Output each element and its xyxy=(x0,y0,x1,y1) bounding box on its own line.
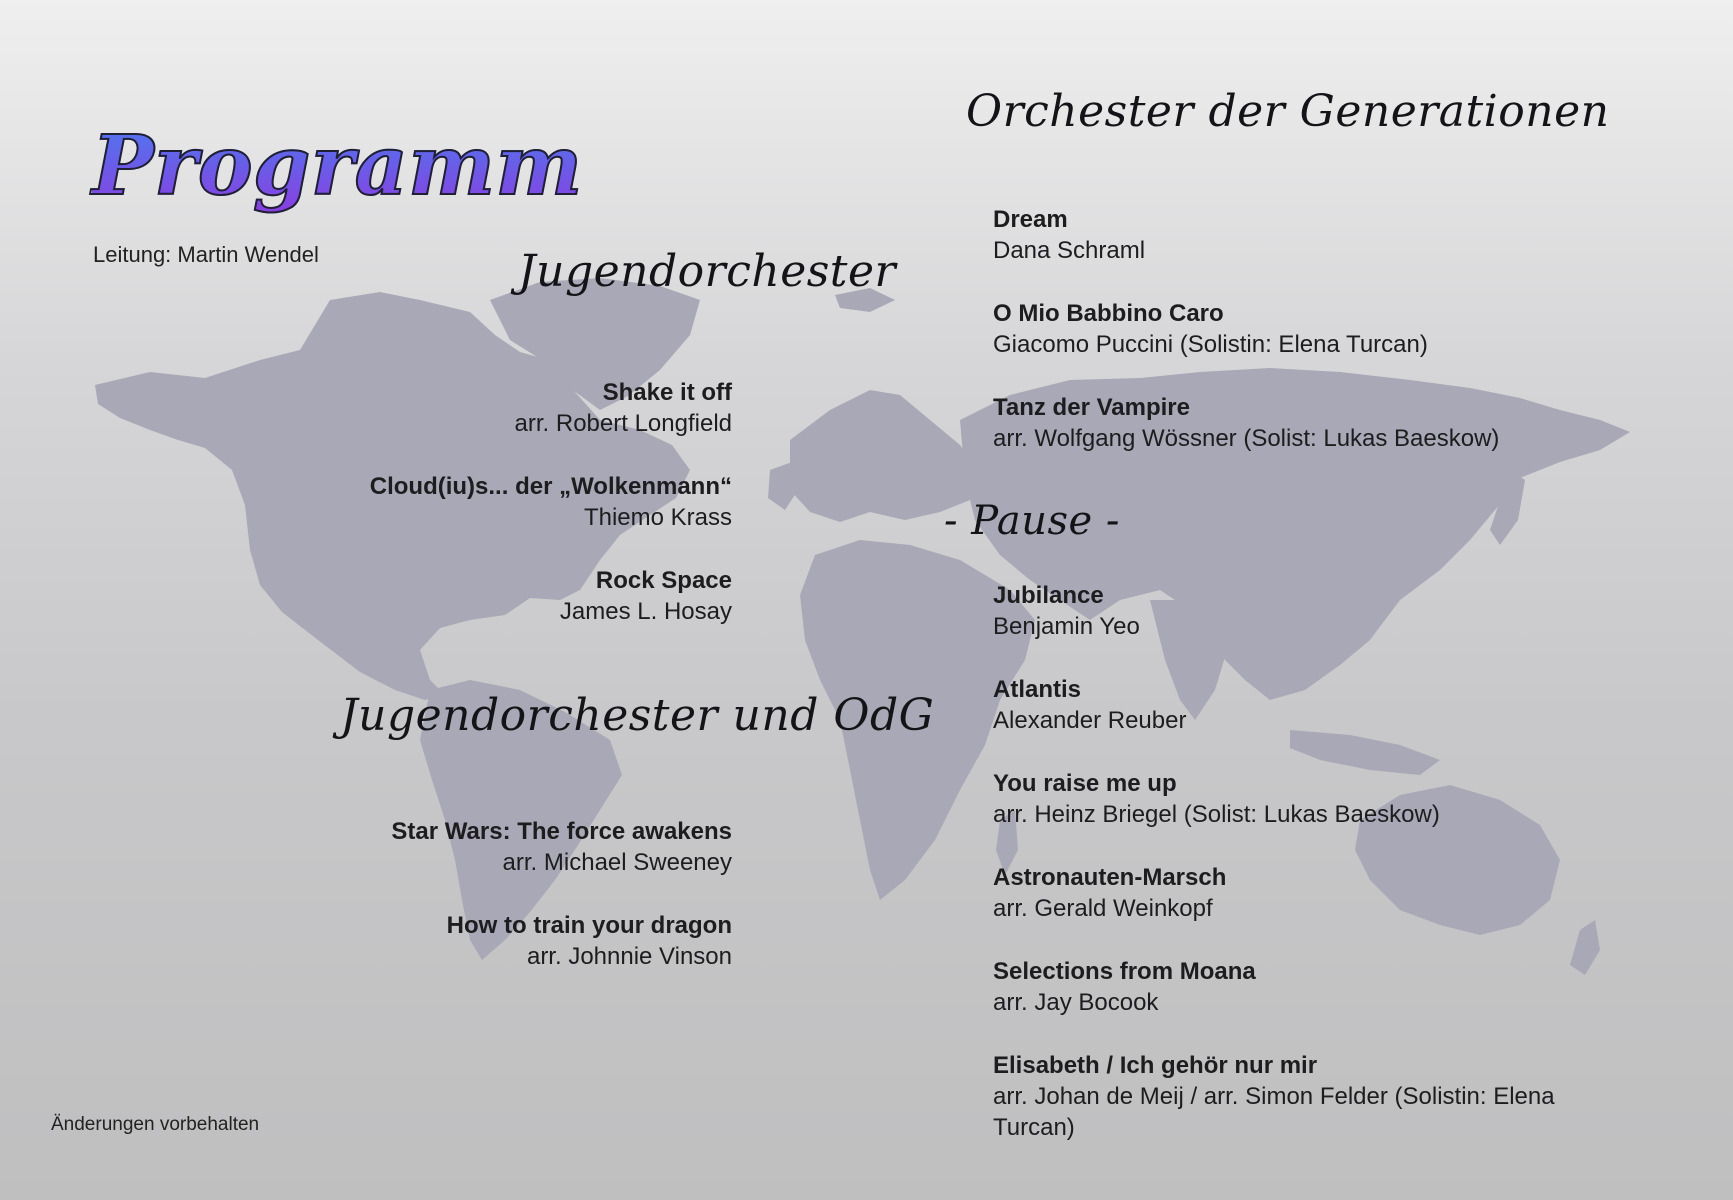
piece-credit: James L. Hosay xyxy=(559,598,732,625)
program-item xyxy=(212,471,732,533)
program-item xyxy=(212,816,732,878)
map-new-zealand xyxy=(1570,920,1600,975)
program-item xyxy=(993,956,1256,1018)
piece-title: Elisabeth / Ich gehör nur mir xyxy=(993,1052,1318,1079)
map-uk xyxy=(768,462,798,510)
pause-divider: - Pause - xyxy=(944,498,1120,544)
program-item xyxy=(993,862,1226,924)
piece-credit: Dana Schraml xyxy=(993,237,1146,264)
piece-credit: arr. Michael Sweeney xyxy=(502,849,732,876)
piece-title: Atlantis xyxy=(993,676,1082,703)
conductor-line: Leitung: Martin Wendel xyxy=(93,242,319,267)
piece-title: Star Wars: The force awakens xyxy=(391,818,732,845)
piece-credit: arr. Heinz Briegel (Solist: Lukas Baeskow) xyxy=(993,801,1440,828)
piece-title: Astronauten-Marsch xyxy=(993,864,1227,891)
changes-reserved-note: Änderungen vorbehalten xyxy=(51,1114,260,1135)
section-heading-jugendorchester: Jugendorchester xyxy=(518,246,897,297)
program-item xyxy=(212,910,732,972)
program-item xyxy=(993,392,1499,454)
piece-credit: Benjamin Yeo xyxy=(993,613,1140,640)
piece-credit: arr. Robert Longfield xyxy=(514,410,732,437)
piece-title: Shake it off xyxy=(602,379,732,406)
piece-title: O Mio Babbino Caro xyxy=(993,300,1224,327)
piece-credit: arr. Gerald Weinkopf xyxy=(993,895,1213,922)
program-item xyxy=(993,298,1428,360)
piece-credit: arr. Johan de Meij / arr. Simon Felder (Solistin: Elena Turcan) xyxy=(993,1083,1555,1141)
piece-credit: Thiemo Krass xyxy=(583,504,732,531)
piece-credit: arr. Jay Bocook xyxy=(993,989,1159,1016)
piece-title: Selections from Moana xyxy=(993,958,1256,985)
piece-title: Jubilance xyxy=(993,582,1104,609)
piece-credit: arr. Johnnie Vinson xyxy=(526,943,732,970)
program-title: Programm xyxy=(92,118,583,214)
section-heading-combined: Jugendorchester und OdG xyxy=(340,690,935,741)
piece-title: Tanz der Vampire xyxy=(993,394,1190,421)
program-item xyxy=(993,580,1140,642)
program-item xyxy=(993,1050,1593,1143)
program-item xyxy=(993,768,1440,830)
program-item xyxy=(212,377,732,439)
piece-title: Cloud(iu)s... der „Wolkenmann“ xyxy=(369,473,732,500)
piece-title: You raise me up xyxy=(993,770,1177,797)
program-item xyxy=(993,674,1186,736)
piece-title: Dream xyxy=(993,206,1068,233)
piece-credit: Alexander Reuber xyxy=(993,707,1187,734)
section-heading-generationen: Orchester der Generationen xyxy=(966,86,1610,137)
piece-title: Rock Space xyxy=(595,567,732,594)
piece-title: How to train your dragon xyxy=(446,912,732,939)
program-item xyxy=(993,204,1145,266)
piece-credit: arr. Wolfgang Wössner (Solist: Lukas Baeskow) xyxy=(993,425,1500,452)
program-item xyxy=(212,565,732,627)
piece-credit: Giacomo Puccini (Solistin: Elena Turcan) xyxy=(993,331,1428,358)
